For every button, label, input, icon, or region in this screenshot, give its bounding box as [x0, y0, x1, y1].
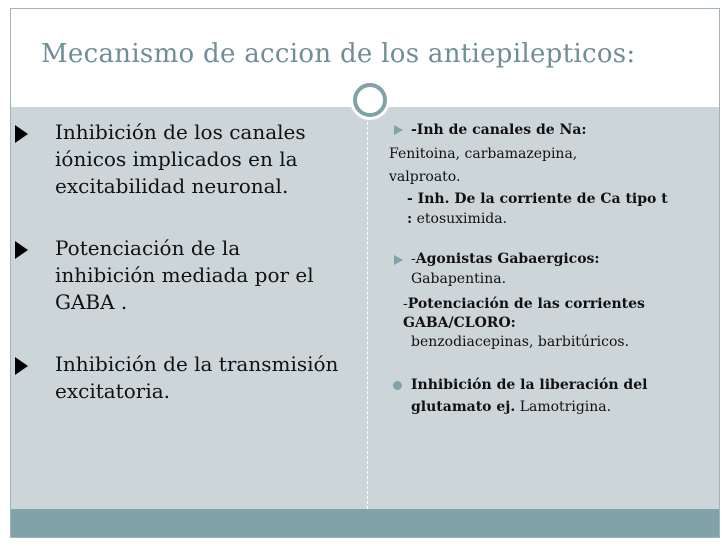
left-bullet-text: Inhibición de los canales iónicos implicados en la excitabilidad neuronal.: [55, 120, 306, 198]
gaba-prefix: -: [411, 251, 416, 267]
arrow-bullet-icon: [15, 241, 28, 259]
arrow-bullet-icon: [394, 255, 403, 265]
pot-item: [389, 295, 703, 352]
slide-title: Mecanismo de accion de los antiepilepticos:: [41, 39, 636, 69]
left-bullet-2: [11, 235, 345, 316]
arrow-bullet-icon: [394, 125, 403, 135]
glu-heading: Inhibición de la liberación del glutamato ej.: [411, 377, 648, 415]
ca-item: [389, 189, 677, 229]
na-drugs-line2: valproato.: [389, 169, 461, 185]
glu-item: [389, 374, 711, 418]
gaba-heading: Agonistas Gabaergicos:: [415, 251, 600, 267]
na-drugs-line1: Fenitoina, carbamazepina,: [389, 146, 578, 162]
glu-drug: Lamotrigina.: [519, 399, 612, 415]
pot-prefix: -: [403, 296, 408, 312]
pot-drugs: benzodiacepinas, barbitúricos.: [411, 334, 630, 350]
ca-drug: etosuximida.: [416, 211, 508, 227]
arrow-bullet-icon: [15, 125, 28, 143]
left-bullet-3: [11, 351, 345, 405]
gaba-item: [389, 249, 681, 289]
footer-bar: [11, 509, 719, 537]
slide: [10, 8, 720, 538]
gaba-drug: Gabapentina.: [411, 271, 507, 287]
left-bullet-1: [11, 119, 345, 200]
left-bullet-text: Potenciación de la inhibición mediada por el GABA .: [55, 236, 314, 314]
pot-heading: Potenciación de las corrientes GABA/CLORO:: [403, 296, 645, 331]
left-bullet-text: Inhibición de la transmisión excitatoria.: [55, 352, 339, 403]
circle-bullet-icon: [393, 381, 402, 390]
arrow-bullet-icon: [15, 357, 28, 375]
ca-heading: - Inh. De la corriente de Ca tipo t :: [407, 191, 668, 227]
left-column: [11, 119, 351, 405]
na-item: [389, 119, 719, 141]
column-divider: [367, 117, 368, 509]
na-heading: -Inh de canales de Na:: [411, 122, 587, 138]
circle-ornament-icon: [353, 83, 387, 117]
right-column: [389, 119, 719, 418]
